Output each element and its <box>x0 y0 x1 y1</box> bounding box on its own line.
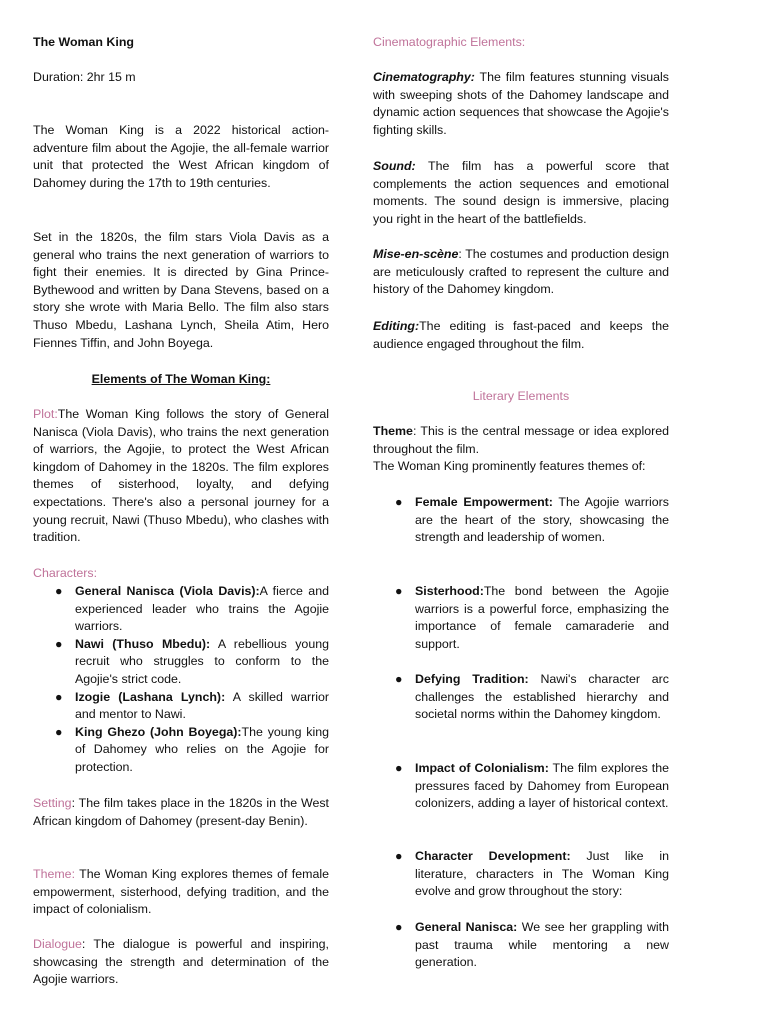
characters-label: Characters: <box>33 566 98 580</box>
list-item <box>395 848 669 901</box>
bullet-text: Just like in literature, characters in The Woman King evolve and grow throughout the story: <box>415 849 669 899</box>
bullet-text: The Agojie warriors are the heart of the story, showcasing the strength and leadership of women. <box>415 495 669 545</box>
characters-list <box>33 583 329 777</box>
editing-text: The editing is fast-paced and keeps the audience engaged throughout the film. <box>373 319 669 351</box>
elements-heading: Elements of The Woman King: <box>91 372 271 386</box>
bullet-icon: ● <box>395 672 403 686</box>
bullet-icon: ● <box>395 920 403 934</box>
list-item <box>395 494 669 547</box>
dialogue-text: : The dialogue is powerful and inspiring, showcasing the strength and determination of the Agojie warriors. <box>33 937 329 987</box>
list-item <box>33 636 329 689</box>
bullet-icon: ● <box>55 689 63 704</box>
character-name: Nawi (Thuso Mbedu): <box>75 636 211 651</box>
dialogue-paragraph <box>33 936 329 989</box>
sound-text: The film has a powerful score that complements the action sequences and emotional moments. The sound design is immersive, placing you right in the heart of the battlefields. <box>373 159 669 226</box>
bullet-text: We see her grappling with past trauma while mentoring a new generation. <box>415 920 669 970</box>
bullet-icon: ● <box>395 761 403 775</box>
bullet-icon: ● <box>55 584 63 598</box>
character-name: General Nanisca (Viola Davis): <box>75 584 260 598</box>
mise-label: Mise-en-scène <box>373 247 459 261</box>
mise-text: : The costumes and production design are meticulously crafted to represent the culture and history of the Dahomey kingdom. <box>373 247 669 297</box>
bullet-label: Sisterhood: <box>415 584 484 598</box>
setting-text: : The film takes place in the 1820s in the West African kingdom of Dahomey (present-day Benin). <box>33 796 329 828</box>
theme-text: The Woman King explores themes of female empowerment, sisterhood, defying tradition, and the impact of colonialism. <box>33 867 329 917</box>
list-item <box>395 760 669 813</box>
character-desc: The young king of Dahomey who relies on the Agojie for protection. <box>75 724 329 774</box>
dialogue-label: Dialogue <box>33 937 82 951</box>
cinematography-paragraph <box>373 69 669 139</box>
setting-label: Setting <box>33 796 72 810</box>
cinematographic-heading: Cinematographic Elements: <box>373 35 526 49</box>
list-item <box>395 671 669 724</box>
bullet-label: Defying Tradition: <box>415 672 529 686</box>
theme-paragraph <box>373 423 669 458</box>
editing-paragraph <box>373 318 669 353</box>
bullet-text: Nawi's character arc challenges the established hierarchy and societal norms within the Dahomey kingdom. <box>415 672 669 722</box>
character-name: Izogie (Lashana Lynch): <box>75 689 226 704</box>
mise-paragraph <box>373 246 669 299</box>
editing-label: Editing: <box>373 319 420 333</box>
theme-label: Theme <box>373 424 413 438</box>
list-item <box>395 583 669 653</box>
list-item <box>33 583 329 636</box>
character-desc: A rebellious young recruit who struggles to conform to the Agojie's strict code. <box>75 636 329 686</box>
theme-paragraph <box>33 866 329 919</box>
sound-paragraph <box>373 158 669 228</box>
list-item <box>395 919 669 972</box>
doc-title: The Woman King <box>33 35 134 49</box>
bullet-text: The bond between the Agojie warriors is a powerful force, emphasizing the importance of female camaraderie and support. <box>415 584 669 651</box>
setting-paragraph <box>33 795 329 830</box>
bullet-icon: ● <box>395 849 403 863</box>
bullet-label: General Nanisca: <box>415 920 518 934</box>
literary-heading: Literary Elements <box>472 389 570 403</box>
plot-paragraph <box>33 406 329 547</box>
list-item <box>33 689 329 724</box>
intro-paragraph: The Woman King is a 2022 historical action-adventure film about the Agojie, the all-female warrior unit that protected the West African kingdom of Dahomey during the 17th to 19th centuries. <box>33 123 329 190</box>
theme-text: : This is the central message or idea explored throughout the film. <box>373 424 669 456</box>
plot-label: Plot: <box>33 407 58 421</box>
bullet-icon: ● <box>55 724 63 739</box>
bullet-label: Impact of Colonialism: <box>415 761 549 775</box>
setin-paragraph: Set in the 1820s, the film stars Viola Davis as a general who trains the next generation of warriors to fight their enemies. It is directed by Gina Prince-Bythewood and written by Dana Stevens, based on a story she wrote with Maria Bello. The film also stars Thuso Mbedu, Lashana Lynch, Sheila Atim, Hero Fiennes Tiffin, and John Boyega. <box>33 230 329 350</box>
bullet-icon: ● <box>395 495 403 509</box>
cinematography-label: Cinematography: <box>373 70 475 84</box>
character-name: King Ghezo (John Boyega): <box>75 724 242 739</box>
character-desc: A fierce and experienced leader who trains the Agojie warriors. <box>75 584 329 634</box>
bullet-label: Female Empowerment: <box>415 495 553 509</box>
sound-label: Sound: <box>373 159 416 173</box>
bullet-icon: ● <box>55 636 63 651</box>
bullet-label: Character Development: <box>415 849 571 863</box>
character-desc: A skilled warrior and mentor to Nawi. <box>75 689 329 722</box>
bullet-icon: ● <box>395 584 403 598</box>
duration: Duration: 2hr 15 m <box>33 70 136 84</box>
cinematography-text: The film features stunning visuals with sweeping shots of the Dahomey landscape and dynamic action sequences that showcase the Agojie's fighting skills. <box>373 70 669 137</box>
theme-label: Theme: <box>33 867 76 881</box>
bullet-text: The film explores the pressures faced by Dahomey from European colonizers, adding a layer of historical context. <box>415 761 669 811</box>
list-item <box>33 724 329 777</box>
theme-intro: The Woman King prominently features themes of: <box>373 459 646 473</box>
plot-text: The Woman King follows the story of General Nanisca (Viola Davis), who trains the next generation of warriors, the Agojie, to protect the West African kingdom of Dahomey in the 1820s. The film explores themes of sisterhood, loyalty, and defying expectations. There's also a personal journey for a young recruit, Nawi (Thuso Mbedu), who clashes with tradition. <box>33 407 329 545</box>
